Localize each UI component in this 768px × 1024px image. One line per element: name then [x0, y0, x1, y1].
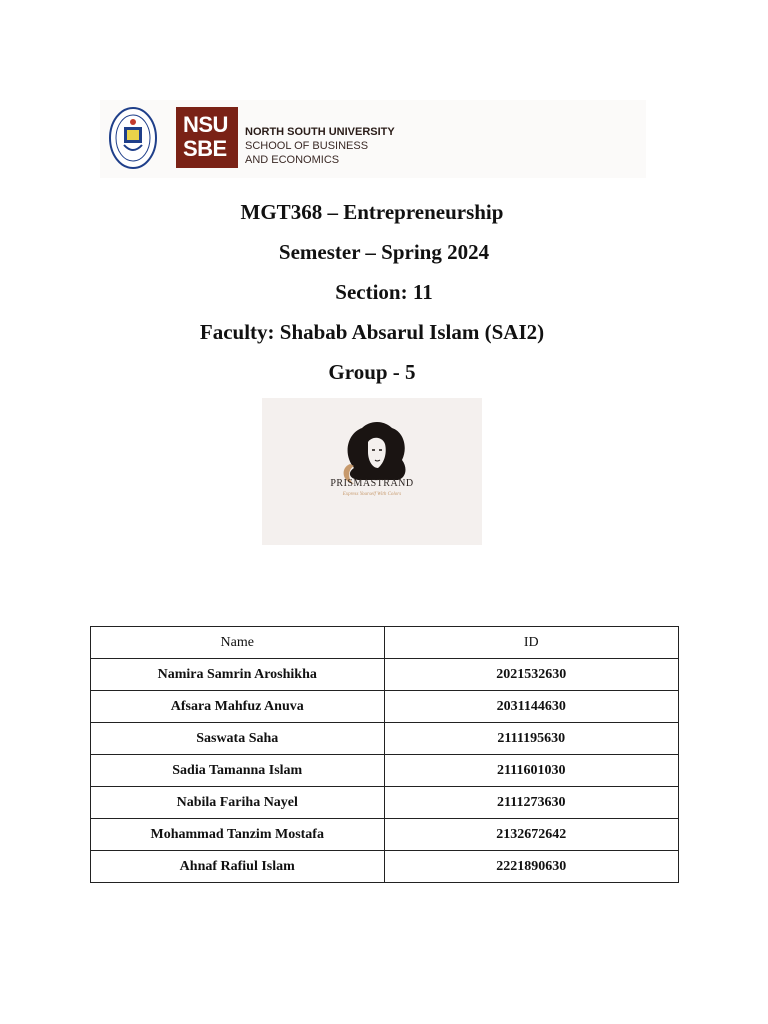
member-id: 2111195630	[384, 723, 679, 755]
table-row	[91, 691, 679, 723]
header-logos	[100, 100, 646, 178]
member-name: Nabila Fariha Nayel	[91, 787, 385, 819]
member-id: 2221890630	[384, 851, 679, 883]
table-row	[91, 787, 679, 819]
school-line1: SCHOOL OF BUSINESS	[245, 140, 369, 152]
nsu-mark-line1: NSU	[183, 112, 228, 137]
member-name: Ahnaf Rafiul Islam	[91, 851, 385, 883]
table-row	[91, 851, 679, 883]
faculty-title: Faculty: Shabab Absarul Islam (SAI2)	[199, 320, 545, 344]
brand-logo	[262, 398, 482, 545]
id-column-header: ID	[384, 627, 679, 659]
name-column-header: Name	[91, 627, 385, 659]
table-header-row	[91, 627, 679, 659]
member-id: 2031144630	[384, 691, 679, 723]
nsu-sbe-mark	[176, 107, 238, 168]
course-title: MGT368 – Entrepreneurship	[240, 200, 504, 224]
member-name: Namira Samrin Aroshikha	[91, 659, 385, 691]
member-id: 2132672642	[384, 819, 679, 851]
section-title: Section: 11	[335, 280, 433, 304]
semester-title: Semester – Spring 2024	[278, 240, 490, 264]
group-members-table	[90, 626, 679, 883]
member-name: Mohammad Tanzim Mostafa	[91, 819, 385, 851]
table-row	[91, 659, 679, 691]
member-id: 2021532630	[384, 659, 679, 691]
school-line2: AND ECONOMICS	[245, 154, 340, 166]
member-name: Sadia Tamanna Islam	[91, 755, 385, 787]
member-name: Afsara Mahfuz Anuva	[91, 691, 385, 723]
member-id: 2111601030	[384, 755, 679, 787]
university-name: NORTH SOUTH UNIVERSITY	[245, 126, 395, 138]
table-row	[91, 723, 679, 755]
university-seal-icon	[108, 105, 158, 171]
brand-name: PRISMASTRAND	[330, 478, 414, 489]
nsu-mark-line2: SBE	[183, 136, 227, 161]
table-row	[91, 819, 679, 851]
school-name	[245, 125, 395, 167]
group-title: Group - 5	[328, 360, 416, 384]
table-row	[91, 755, 679, 787]
woman-silhouette-icon	[262, 398, 482, 545]
brand-tagline: Express Yourself With Colors	[342, 492, 402, 497]
member-id: 2111273630	[384, 787, 679, 819]
member-name: Saswata Saha	[91, 723, 385, 755]
